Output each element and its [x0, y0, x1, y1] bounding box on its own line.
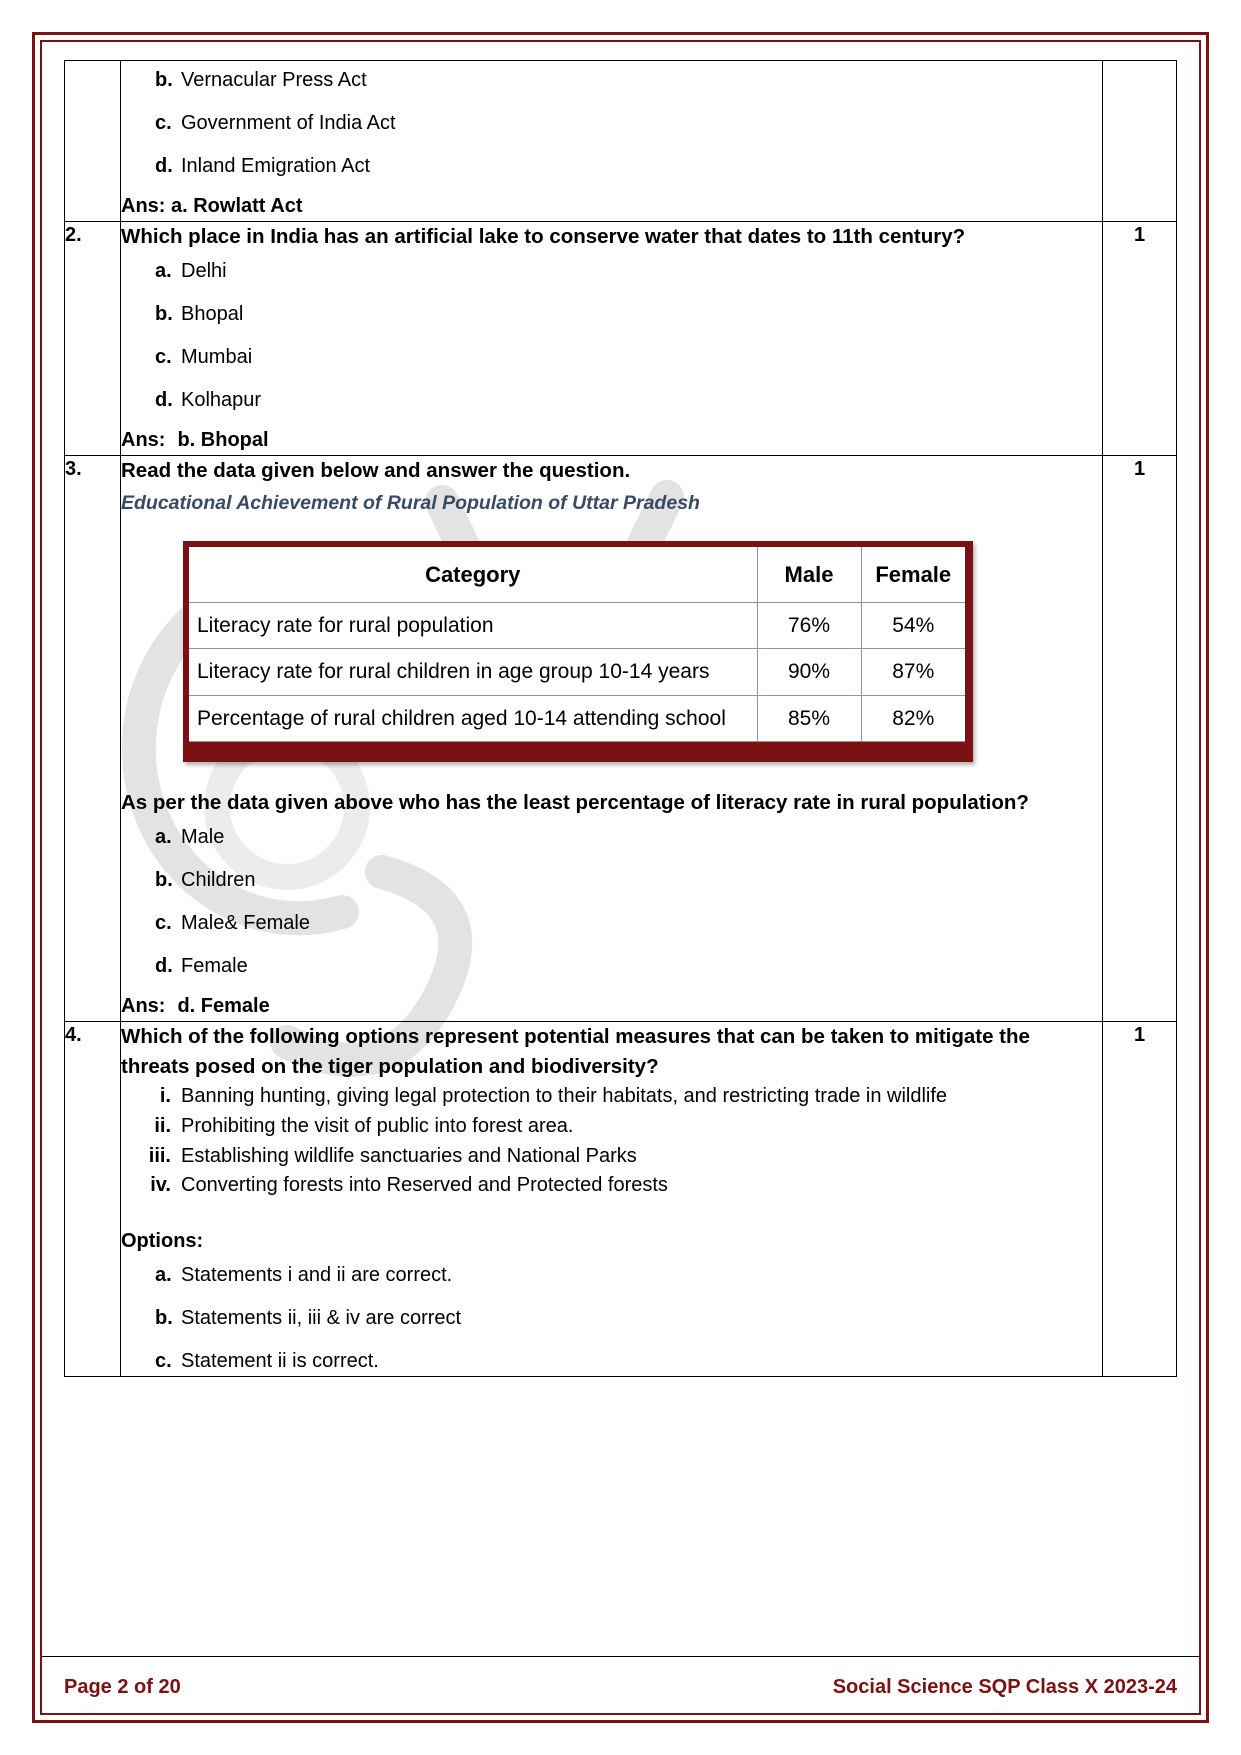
q4-option-c[interactable]: [155, 1346, 1102, 1376]
q3-option-b-marker: b.: [155, 868, 173, 891]
q2-option-a-text: Delhi: [181, 259, 227, 282]
data-cell-female: 54%: [861, 602, 965, 649]
q2-stem: Which place in India has an artificial lake to conserve water that dates to 11th century?: [121, 225, 966, 248]
q3-answer-value: d. Female: [177, 994, 270, 1017]
q3-option-a-marker: a.: [155, 825, 172, 848]
q1-marks-cell: [1103, 61, 1177, 222]
q2-options-list: [121, 256, 1102, 415]
data-cell-male: 76%: [757, 602, 861, 649]
q3-figure-title: Educational Achievement of Rural Population of Uttar Pradesh: [121, 492, 700, 515]
q4-statement-iv: [143, 1172, 1102, 1200]
q4-option-b[interactable]: [155, 1303, 1102, 1333]
q3-number-cell: 3.: [65, 455, 121, 1021]
q3-options-list: [121, 822, 1102, 981]
q4-marks-cell: 1: [1103, 1021, 1177, 1376]
q1-number-cell: [65, 61, 121, 222]
q4-statement-i-marker: i.: [159, 1085, 171, 1108]
q4-option-b-marker: b.: [155, 1306, 173, 1329]
q2-option-a[interactable]: [155, 256, 1102, 286]
data-cell-category: Literacy rate for rural population: [189, 602, 757, 649]
q3-option-a[interactable]: [155, 822, 1102, 852]
q3-option-c[interactable]: [155, 908, 1102, 938]
q1-answer: Ans: a. Rowlatt Act: [121, 195, 303, 217]
q4-option-a-marker: a.: [155, 1263, 172, 1286]
q2-option-b[interactable]: [155, 299, 1102, 329]
q3-stem: Read the data given below and answer the question.: [121, 458, 631, 482]
q4-statement-iv-text: Converting forests into Reserved and Protected forests: [181, 1174, 668, 1197]
q4-option-a-text: Statements i and ii are correct.: [181, 1263, 453, 1286]
data-cell-male: 90%: [757, 649, 861, 696]
page-footer: [64, 1676, 1177, 1699]
data-cell-female: 82%: [861, 695, 965, 742]
data-table-row: [189, 695, 965, 742]
data-cell-male: 85%: [757, 695, 861, 742]
data-cell-female: 87%: [861, 649, 965, 696]
footer-paper-title: Social Science SQP Class X 2023-24: [832, 1676, 1177, 1698]
q3-marks-cell: 1: [1103, 455, 1177, 1021]
q1-option-c-marker: c.: [155, 112, 172, 134]
table-row-q3: [65, 455, 1177, 1021]
page-content-area: [40, 40, 1201, 1715]
q3-option-d[interactable]: [155, 951, 1102, 981]
data-col-male: Male: [757, 547, 861, 603]
q1-option-b[interactable]: [155, 65, 1102, 95]
q4-option-c-marker: c.: [155, 1349, 172, 1372]
q4-statement-iii-marker: iii.: [148, 1144, 171, 1167]
data-cell-category: Percentage of rural children aged 10-14 attending school: [189, 695, 757, 742]
educational-achievement-table: [189, 547, 965, 743]
table-row-q2: [65, 222, 1177, 456]
q4-options-list: [121, 1260, 1102, 1376]
q2-marks-cell: 1: [1103, 222, 1177, 456]
q3-option-b[interactable]: [155, 865, 1102, 895]
q2-option-c[interactable]: [155, 342, 1102, 372]
q2-option-c-text: Mumbai: [181, 345, 253, 368]
q2-option-d[interactable]: [155, 385, 1102, 415]
q3-answer: [121, 991, 1102, 1021]
q2-option-d-text: Kolhapur: [181, 388, 262, 411]
q3-answer-label: Ans:: [121, 994, 166, 1017]
q4-statement-iii-text: Establishing wildlife sanctuaries and National Parks: [181, 1144, 637, 1167]
data-col-category: Category: [189, 547, 757, 603]
q1-option-c[interactable]: [155, 108, 1102, 138]
q3-option-b-text: Children: [181, 868, 256, 891]
q4-option-c-text: Statement ii is correct.: [181, 1349, 379, 1372]
q2-option-a-marker: a.: [155, 259, 172, 282]
q1-option-b-marker: b.: [155, 69, 173, 91]
q1-options-list: [121, 65, 1102, 181]
q1-option-b-text: Vernacular Press Act: [181, 69, 367, 91]
q4-stem: Which of the following options represent potential measures that can be taken to mitigate the threats posed on the tiger population and biodiversity?: [121, 1024, 1030, 1078]
question-paper-table: [64, 60, 1177, 1377]
q2-number-cell: 2.: [65, 222, 121, 456]
q1-option-d-text: Inland Emigration Act: [181, 155, 370, 177]
q3-data-figure-inner: [189, 547, 965, 743]
q4-statement-i: [143, 1083, 1102, 1111]
q1-option-c-text: Government of India Act: [181, 112, 396, 134]
q2-answer: [121, 425, 1102, 455]
q2-option-b-marker: b.: [155, 302, 173, 325]
q4-statements-list: [121, 1083, 1102, 1199]
table-row-q4: [65, 1021, 1177, 1376]
q3-option-c-marker: c.: [155, 911, 172, 934]
page-border-frame: [32, 32, 1209, 1723]
q4-option-a[interactable]: [155, 1260, 1102, 1290]
q4-options-header: Options:: [121, 1229, 204, 1252]
q3-option-d-text: Female: [181, 954, 248, 977]
q2-option-c-marker: c.: [155, 345, 172, 368]
footer-page-number: Page 2 of 20: [64, 1676, 181, 1698]
q3-data-figure: [183, 541, 973, 763]
q4-statement-ii: [143, 1113, 1102, 1141]
q4-statement-iv-marker: iv.: [150, 1174, 171, 1197]
table-row-q1-continued: [65, 61, 1177, 222]
data-table-row: [189, 602, 965, 649]
data-cell-category: Literacy rate for rural children in age group 10-14 years: [189, 649, 757, 696]
q3-option-c-text: Male& Female: [181, 911, 310, 934]
q3-option-a-text: Male: [181, 825, 225, 848]
q1-option-d-marker: d.: [155, 155, 173, 177]
q2-answer-label: Ans:: [121, 428, 166, 451]
q2-option-d-marker: d.: [155, 388, 173, 411]
q2-answer-value: b. Bhopal: [177, 428, 269, 451]
q4-number-cell: 4.: [65, 1021, 121, 1376]
data-table-row: [189, 649, 965, 696]
q1-option-d[interactable]: [155, 151, 1102, 181]
data-col-female: Female: [861, 547, 965, 603]
q3-body-cell: [121, 455, 1103, 1021]
q1-body-cell: [121, 61, 1103, 222]
q4-body-cell: [121, 1021, 1103, 1376]
q2-option-b-text: Bhopal: [181, 302, 244, 325]
footer-divider: [42, 1656, 1199, 1657]
q4-statement-ii-marker: ii.: [154, 1114, 171, 1137]
q3-option-d-marker: d.: [155, 954, 173, 977]
q3-question: As per the data given above who has the least percentage of literacy rate in rural population?: [121, 791, 1029, 815]
q4-statement-i-text: Banning hunting, giving legal protection to their habitats, and restricting trade in wildlife: [181, 1085, 948, 1108]
q4-statement-ii-text: Prohibiting the visit of public into forest area.: [181, 1114, 574, 1137]
q2-body-cell: [121, 222, 1103, 456]
q4-statement-iii: [143, 1143, 1102, 1171]
data-table-header-row: [189, 547, 965, 603]
q4-option-b-text: Statements ii, iii & iv are correct: [181, 1306, 462, 1329]
